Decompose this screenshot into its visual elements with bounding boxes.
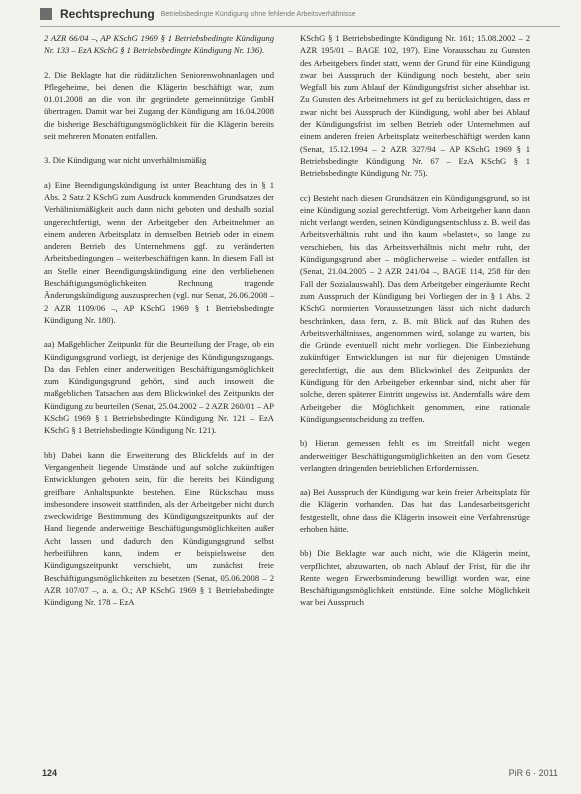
- paragraph: b) Hieran gemessen fehlt es im Streitfall nicht wegen anderweitiger Beschäftigungsmöglichkeiten an den vom Gesetz verlangten dringenden betrieblichen Erfordernissen.: [300, 438, 530, 473]
- page-footer: [40, 768, 560, 782]
- paragraph: aa) Bei Ausspruch der Kündigung war kein freier Arbeitsplatz für die Klägerin vorhanden. Das hat das Landesarbeitsgericht festgestellt, ohne dass die Klägerin insoweit eine Verfahrensrüge erhoben hätte.: [300, 487, 530, 534]
- left-column: [44, 32, 274, 620]
- paragraph: 2 AZR 66/04 –, AP KSchG 1969 § 1 Betriebsbedingte Kündigung Nr. 133 – EzA KSchG § 1 Betriebsbedingte Kündigung Nr. 136).: [44, 33, 274, 56]
- paragraph: bb) Die Beklagte war auch nicht, wie die Klägerin meint, verpflichtet, abzuwarten, ob nach Ablauf der Frist, für die ihr Rente wegen Erwerbsminderung bewilligt worden war, eine Beschäftigungsmöglichkeit entstünde. Eine solche Möglichkeit war bei Ausspruch: [300, 548, 530, 608]
- paragraph: KSchG § 1 Betriebsbedingte Kündigung Nr. 161; 15.08.2002 – 2 AZR 195/01 – BAGE 102, 197). Eine Vorausschau zu Gunsten des Arbeitgebers findet statt, wenn der Grund für eine Kündigung zwar bei Ausspruch der Kündigung noch besteht, aber sein Wegfall bis zum Ablauf der Kündigungsfrist sicher absehbar ist. Zu Gunsten des Arbeitnehmers ist gef zu berücksichtigen, dass er zwar nicht bei Ausspruch der Kündigung, wohl aber bei Ablauf der Kündigungsfrist im selben Betrieb oder Unternehmen auf einem anderen freien Arbeitsplatz weiterbeschäftigt werden kann (Senat, 15.12.1994 – 2 AZR 327/94 – AP KSchG 1969 § 1 Betriebsbedingte Kündigung Nr. 67 – EzA KSchG § 1 Betriebsbedingte Kündigung Nr. 75).: [300, 33, 530, 179]
- paragraph: cc) Besteht nach diesen Grundsätzen ein Kündigungsgrund, so ist eine Kündigung sozial gerechtfertigt. Vom Arbeitgeber kann dann nicht verlangt werden, seinen Kündigungsentschluss z. B. weil das Arbeitsverhältnis ruht und ihn kaum »belastet«, so lange zu verschieben, bis das Arbeitsverhältnis nicht mehr ruht, der Kündigungsgrund aber – möglicherweise – wieder entfallen ist (Senat, 21.04.2005 – 2 AZR 241/04 –, BAGE 114, 258 für den Fall der Sozialauswahl). Das dem Arbeitgeber eingeräumte Recht zum Ausspruch der Kündigung bei Vorliegen der in § 1 Abs. 2 KSchG normierten Voraussetzungen lässt sich nicht dadurch beschränken, dass fern, z. B. mit Blick auf das Ruhen des Arbeitsverhältnisses, angenommen wird, solange zu warten, bis die Gründe eventuell nicht mehr vorliegen. Die Einbeziehung zukünftiger Entwicklungen ist nur für diejenigen Umstände gerechtfertigt, die aus dem Blickwinkel des Zeitpunkts der Kündigung für den Arbeitgeber erkennbar sind, nicht aber für solche, deren späterer Eintritt ungewiss ist. Andernfalls wäre dem Arbeitgeber die Möglichkeit genommen, eine rationale Kündigungsentscheidung zu treffen.: [300, 192, 530, 424]
- paragraph: a) Eine Beendigungskündigung ist unter Beachtung des in § 1 Abs. 2 Satz 2 KSchG zum Ausdruck kommenden Grundsatzes der Verhältnismäßigkeit auch dann nicht geboten und deshalb sozial ungerechtfertigt, wenn der Arbeitgeber den Arbeitnehmer an einem anderen Arbeitsplatz in demselben Betrieb oder in einem anderen Betrieb des Unternehmens ggf. zu veränderten Arbeitsbedingungen – weiterbeschäftigen kann. In diesem Fall ist an Stelle einer Beendigungskündigung eine den verbliebenen Beschäftigungsmöglichkeiten Rechnung tragende Änderungskündigung auszusprechen (vgl. nur Senat, 26.06.2008 – 2 AZR 1109/06 –, AP KSchG 1969 § 1 Betriebsbedingte Kündigung Nr. 180).: [44, 179, 274, 325]
- section-title: Rechtsprechung: [60, 7, 155, 21]
- header-divider: [40, 26, 560, 27]
- page-header: [40, 4, 560, 24]
- paragraph: aa) Maßgeblicher Zeitpunkt für die Beurteilung der Frage, ob ein Kündigungsgrund vorliegt, ist derjenige des Kündigungszugangs. Da das Fehlen einer anderweitigen Beschäftigungsmöglichkeit zum Kündigungsgrund gehört, sind auch insoweit die maßgeblichen Tatsachen aus dem Blickwinkel des Zeitpunkts der Kündigung zu beurteilen (Senat, 25.04.2002 – 2 AZR 260/01 – AP KSchG 1969 § 1 Betriebsbedingte Kündigung Nr. 121 – EzA KSchG § 1 Betriebsbedingte Kündigung Nr. 121).: [44, 339, 274, 436]
- journal-issue: PiR 6 · 2011: [508, 768, 558, 778]
- section-subtitle: Betriebsbedingte Kündigung ohne fehlende Arbeitsverhältnisse: [160, 10, 356, 18]
- page-number: 124: [42, 768, 58, 778]
- section-marker-icon: [40, 8, 52, 20]
- paragraph: bb) Dabei kann die Erweiterung des Blickfelds auf in der Vergangenheit liegende Umstände und auf solche zukünftigen Entwicklungen geboten sein, für die bereits bei Kündigung greifbare Anhaltspunkte bestehen. Eine Rückschau muss insbesondere insoweit stattfinden, als der Arbeitgeber nicht durch zweckwidrige Bestimmung des Kündigungszeitpunkts auf der Hand liegende anderweitige Beschäftigungsmöglichkeiten außer Acht lassen und dadurch den Kündigungsgrund selbst herbeiführen kann, indem er beispielsweise den Kündigungszeitpunkt verschiebt, um zunächst freie Beschäftigungsmöglichkeiten zu besetzen (Senat, 05.06.2008 – 2 AZR 107/07 –, a. a. O.; AP KSchG 1969 § 1 Betriebsbedingte Kündigung Nr. 178 – EzA: [44, 449, 274, 608]
- paragraph: 3. Die Kündigung war nicht unverhältnismäßig: [44, 155, 207, 166]
- right-column: [300, 32, 530, 621]
- paragraph: 2. Die Beklagte hat die rüdätzlichen Seniorenwohnanlagen und Pflegeheime, bei denen die Klägerin beschäftigt war, zum 01.01.2008 an die von ihr gegründete gemeinnützige GmbH übertragen. Damit war bei Zugang der Kündigung am 16.04.2008 die bisherige Beschäftigungsmöglichkeit für die Klägerin bereits seit mehreren Monaten entfallen.: [44, 69, 274, 142]
